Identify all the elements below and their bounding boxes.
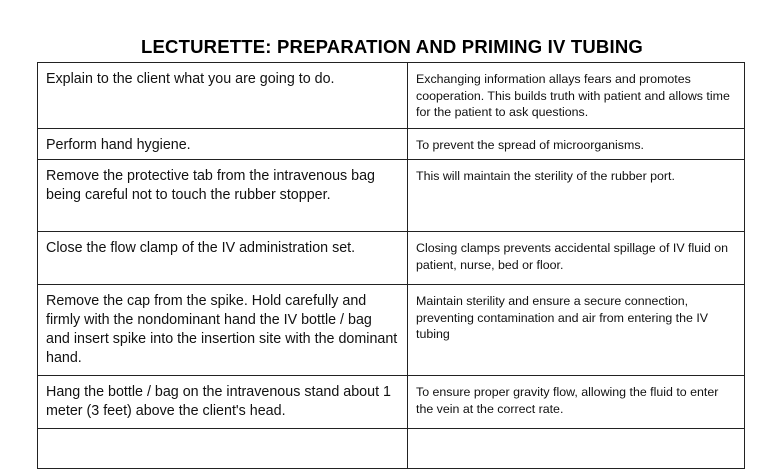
action-text: Close the flow clamp of the IV administration set. bbox=[46, 240, 356, 256]
action-cell bbox=[38, 285, 408, 376]
table-row bbox=[38, 285, 745, 376]
action-text: Perform hand hygiene. bbox=[46, 137, 191, 153]
table-row bbox=[38, 63, 745, 129]
rationale-cell bbox=[408, 285, 745, 376]
table-row bbox=[38, 160, 745, 232]
table-row bbox=[38, 129, 745, 160]
action-cell bbox=[38, 160, 408, 232]
table-row bbox=[38, 232, 745, 285]
action-cell bbox=[38, 376, 408, 429]
rationale-cell bbox=[408, 429, 745, 469]
table-row bbox=[38, 376, 745, 429]
rationale-text: To ensure proper gravity flow, allowing the fluid to enter the vein at the correct rate. bbox=[416, 385, 719, 416]
rationale-cell bbox=[408, 129, 745, 160]
procedure-table bbox=[37, 62, 745, 469]
rationale-cell bbox=[408, 160, 745, 232]
rationale-cell bbox=[408, 232, 745, 285]
action-cell bbox=[38, 63, 408, 129]
action-text: Hang the bottle / bag on the intravenous stand about 1 meter (3 feet) above the client's head. bbox=[46, 384, 391, 419]
rationale-cell bbox=[408, 63, 745, 129]
action-cell bbox=[38, 429, 408, 469]
rationale-text: This will maintain the sterility of the rubber port. bbox=[416, 169, 675, 183]
action-cell bbox=[38, 129, 408, 160]
action-text: Remove the protective tab from the intravenous bag being careful not to touch the rubber stopper. bbox=[46, 168, 376, 203]
action-text: Remove the cap from the spike. Hold carefully and firmly with the nondominant hand the IV bottle / bag and insert spike into the insertion site with the dominant hand. bbox=[46, 293, 398, 366]
action-text: Explain to the client what you are going to do. bbox=[46, 71, 335, 87]
rationale-text: Maintain sterility and ensure a secure connection, preventing contamination and air from entering the IV tubing bbox=[416, 294, 709, 341]
document-title: LECTURETTE: PREPARATION AND PRIMING IV TUBING bbox=[141, 36, 643, 57]
rationale-cell bbox=[408, 376, 745, 429]
rationale-text: To prevent the spread of microorganisms. bbox=[416, 138, 644, 152]
table-row bbox=[38, 429, 745, 469]
rationale-text: Closing clamps prevents accidental spillage of IV fluid on patient, nurse, bed or floor. bbox=[416, 241, 728, 272]
rationale-text: Exchanging information allays fears and promotes cooperation. This builds truth with patient and allows time for the patient to ask questions. bbox=[416, 72, 730, 119]
action-cell bbox=[38, 232, 408, 285]
